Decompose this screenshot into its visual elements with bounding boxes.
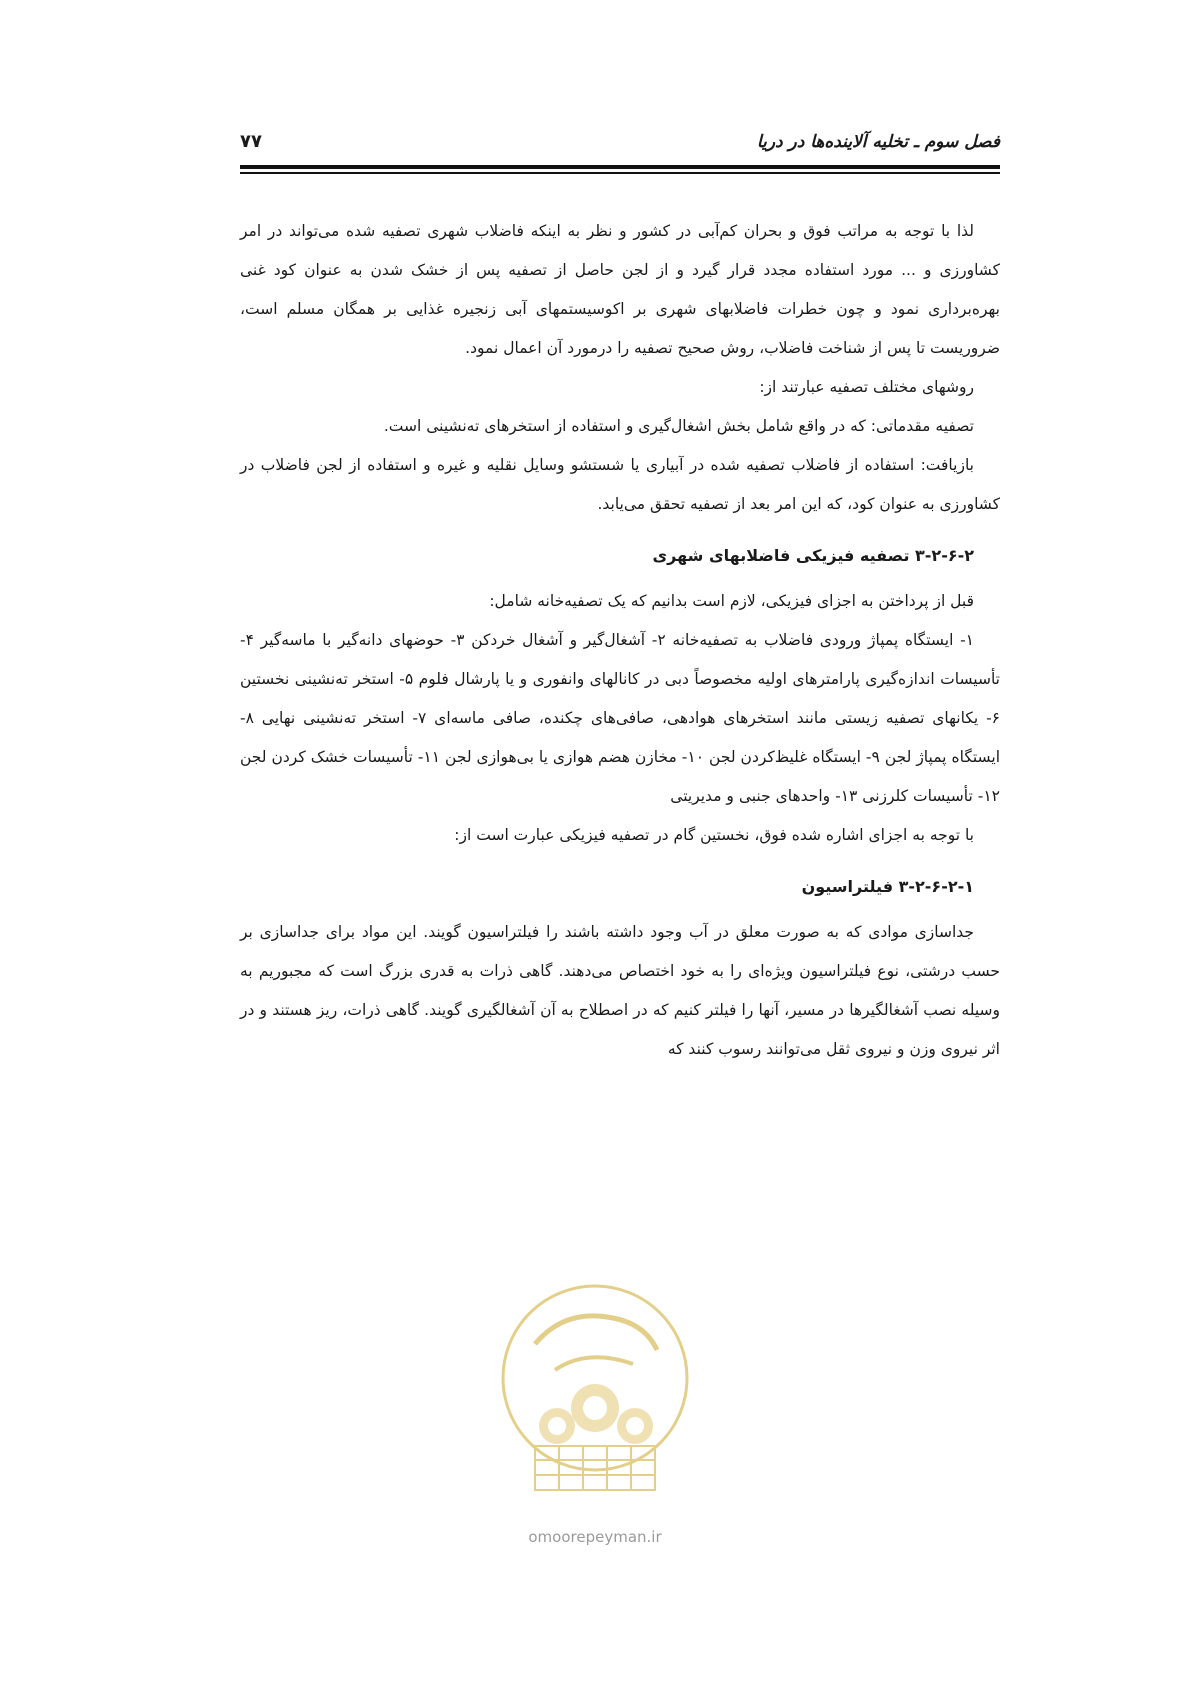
paragraph-plant-components: ۱- ایستگاه پمپاژ ورودی فاضلاب به تصفیه‌خانه ۲- آشغال‌گیر و آشغال خردکن ۳- حوضهای دانه‌گیر با ماسه‌گیر ۴- تأسیسات اندازه‌گیری پارامترهای اولیه مخصوصاً دبی در کانالهای وانفوری و یا پارشال فلوم ۵- استخر ته‌نشینی نخستین ۶- یکانهای تصفیه زیستی مانند استخرهای هوادهی، صافی‌های چکنده، صافی ماسه‌ای ۷- استخر ته‌نشینی نهایی ۸- ایستگاه پمپاژ لجن ۹- ایستگاه غلیظ‌کردن لجن ۱۰- مخازن هضم هوازی یا بی‌هوازی لجن ۱۱- تأسیسات خشک کردن لجن ۱۲- تأسیسات کلرزنی ۱۳- واحدهای جنبی و مدیریتی: [240, 631, 1001, 805]
header-rule-thin: [240, 172, 1000, 174]
paragraph-intro: لذا با توجه به مراتب فوق و بحران کم‌آبی در کشور و نظر به اینکه فاضلاب شهری تصفیه شده می‌تواند در امر کشاورزی و ... مورد استفاده مجدد قرار گیرد و از لجن حاصل از تصفیه پس از خشک شدن به عنوان کود غنی بهره‌برداری نمود و چون خطرات فاضلابهای شهری بر اکوسیستمهای آبی زنجیره غذایی بر همگان مسلم است، ضروریست تا پس از شناخت فاضلاب، روش صحیح تصفیه را درمورد آن اعمال نمود.: [240, 222, 1000, 357]
section-heading-filtration: ۳-۲-۶-۲-۱ فیلتراسیون: [801, 877, 974, 896]
paragraph-plant-intro: قبل از پرداختن به اجزای فیزیکی، لازم است بدانیم که یک تصفیه‌خانه شامل:: [489, 592, 974, 610]
header-rule-thick: [240, 165, 1000, 169]
paragraph-first-step: با توجه به اجزای اشاره شده فوق، نخستین گام در تصفیه فیزیکی عبارت است از:: [454, 826, 974, 844]
page-header: [240, 128, 1000, 162]
section-heading-physical-treatment: ۳-۲-۶-۲ تصفیه فیزیکی فاضلابهای شهری: [652, 546, 974, 565]
watermark-site: omoorepeyman.ir: [528, 1528, 662, 1546]
body-text: [240, 212, 1000, 1069]
paragraph-preliminary: تصفیه مقدماتی: که در واقع شامل بخش اشغال‌گیری و استفاده از استخرهای ته‌نشینی است.: [383, 417, 974, 435]
page-number: ۷۷: [240, 131, 262, 152]
chapter-title: فصل سوم ـ تخلیه آلاینده‌ها در دریا: [756, 132, 1000, 152]
paragraph-recycling: بازیافت: استفاده از فاضلاب تصفیه شده در آبیاری یا شستشو وسایل نقلیه و غیره و استفاده از لجن فاضلاب در کشاورزی به عنوان کود، که این امر بعد از تصفیه تحقق می‌یابد.: [240, 456, 1000, 513]
paragraph-filtration: جداسازی موادی که به صورت معلق در آب وجود داشته باشند را فیلتراسیون گویند. این مواد برای جداسازی بر حسب درشتی، نوع فیلتراسیون ویژه‌ای را به خود اختصاص می‌دهند. گاهی ذرات به قدری بزرگ است که مجبوریم به وسیله نصب آشغالگیرها در مسیر، آنها را فیلتر کنیم که در اصطلاح به آن آشغالگیری گویند. گاهی ذرات، ریز هستند و در اثر نیروی وزن و نیروی ثقل می‌توانند رسوب کنند که: [240, 923, 1000, 1058]
paragraph-methods: روشهای مختلف تصفیه عبارتند از:: [759, 378, 974, 396]
publisher-logo-watermark: [495, 1278, 695, 1510]
